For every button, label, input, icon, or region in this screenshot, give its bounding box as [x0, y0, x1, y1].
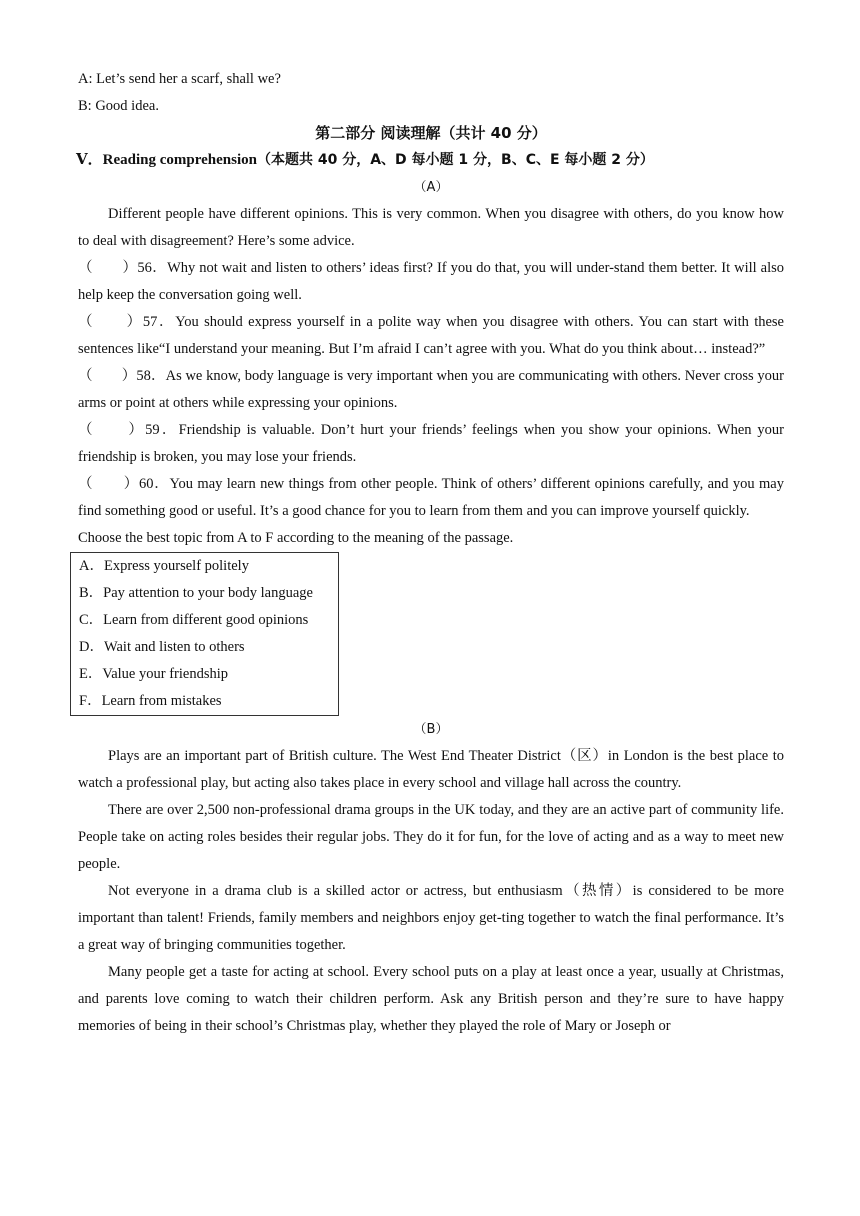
passage-b-paragraph: Many people get a taste for acting at school. Every school puts on a play at least once a year, usually at Christmas, and parents love coming to watch their children perform. Ask any British person and they’re sure to have happy memories of being in their school’s Christmas play, whether they played the role of Mary or Joseph or: [78, 964, 784, 1034]
answer-blank[interactable]: （ ）: [78, 314, 143, 330]
question-60: [78, 471, 784, 525]
option-a: A．Express yourself politely: [79, 558, 249, 574]
question-text: 56．Why not wait and listen to others’ ideas first? If you do that, you will under-stand them better. It will also help keep the conversation going well.: [78, 260, 785, 303]
passage-b-paragraph: There are over 2,500 non-professional drama groups in the UK today, and they are an active part of community life. People take on acting roles besides their regular jobs. They do it for fun, for the love of acting and as a way to meet new people.: [78, 802, 784, 872]
part-title: 第二部分 阅读理解（共计 40 分）: [315, 124, 547, 142]
option-f: F．Learn from mistakes: [79, 693, 222, 709]
option-b: B．Pay attention to your body language: [79, 585, 313, 601]
dialogue-line-b: B: Good idea.: [78, 98, 159, 114]
question-58: [78, 363, 784, 417]
answer-blank[interactable]: （ ）: [78, 422, 146, 438]
question-text: 60．You may learn new things from other people. Think of others’ different opinions carefully, and you may find something good or useful. It’s a good chance for you to learn from them and you can improve yourself quickly.: [78, 476, 784, 519]
dialogue-line-a: A: Let’s send her a scarf, shall we?: [78, 71, 281, 87]
document-page: [78, 66, 784, 1040]
question-text: 58．As we know, body language is very important when you are communicating with others. Never cross your arms or point at others while expressing your opinions.: [78, 368, 784, 411]
options-box: [70, 552, 339, 716]
section-number: Ⅴ．: [76, 152, 103, 168]
section-title-cn: （本题共 40 分，A、D 每小题 1 分，B、C、E 每小题 2 分）: [256, 152, 654, 168]
answer-blank[interactable]: （ ）: [78, 476, 140, 492]
passage-b-paragraph: Plays are an important part of British culture. The West End Theater District（区）in London is the best place to watch a professional play, but acting also takes place in every school and village hall across the country.: [78, 748, 784, 791]
question-text: 57．You should express yourself in a polite way when you disagree with others. You can start with these sentences like“I understand your meaning. But I’m afraid I can’t agree with you. What do you think about… instead?”: [78, 314, 784, 357]
question-56: [78, 255, 784, 309]
question-text: 59．Friendship is valuable. Don’t hurt your friends’ feelings when you show your opinions. When your friendship is broken, you may lose your friends.: [78, 422, 784, 465]
answer-blank[interactable]: （ ）: [78, 368, 137, 384]
option-d: D．Wait and listen to others: [79, 639, 245, 655]
passage-b-paragraph: Not everyone in a drama club is a skilled actor or actress, but enthusiasm（热情）is considered to be more important than talent! Friends, family members and neighbors enjoy get-ting together to watch the final performance. It’s a great way of bringing communities together.: [78, 883, 784, 953]
section-title: [76, 147, 784, 174]
option-e: E．Value your friendship: [79, 666, 228, 682]
passage-a-label: （A）: [413, 180, 449, 195]
instruction: Choose the best topic from A to F according to the meaning of the passage.: [78, 530, 514, 546]
passage-a-intro: Different people have different opinions. This is very common. When you disagree with others, do you know how to deal with disagreement? Here’s some advice.: [78, 206, 784, 249]
question-59: [78, 417, 784, 471]
question-57: [78, 309, 784, 363]
passage-b-label: （B）: [413, 722, 449, 737]
section-title-en: Reading comprehension: [102, 152, 257, 168]
answer-blank[interactable]: （ ）: [78, 260, 138, 276]
option-c: C．Learn from different good opinions: [79, 612, 309, 628]
